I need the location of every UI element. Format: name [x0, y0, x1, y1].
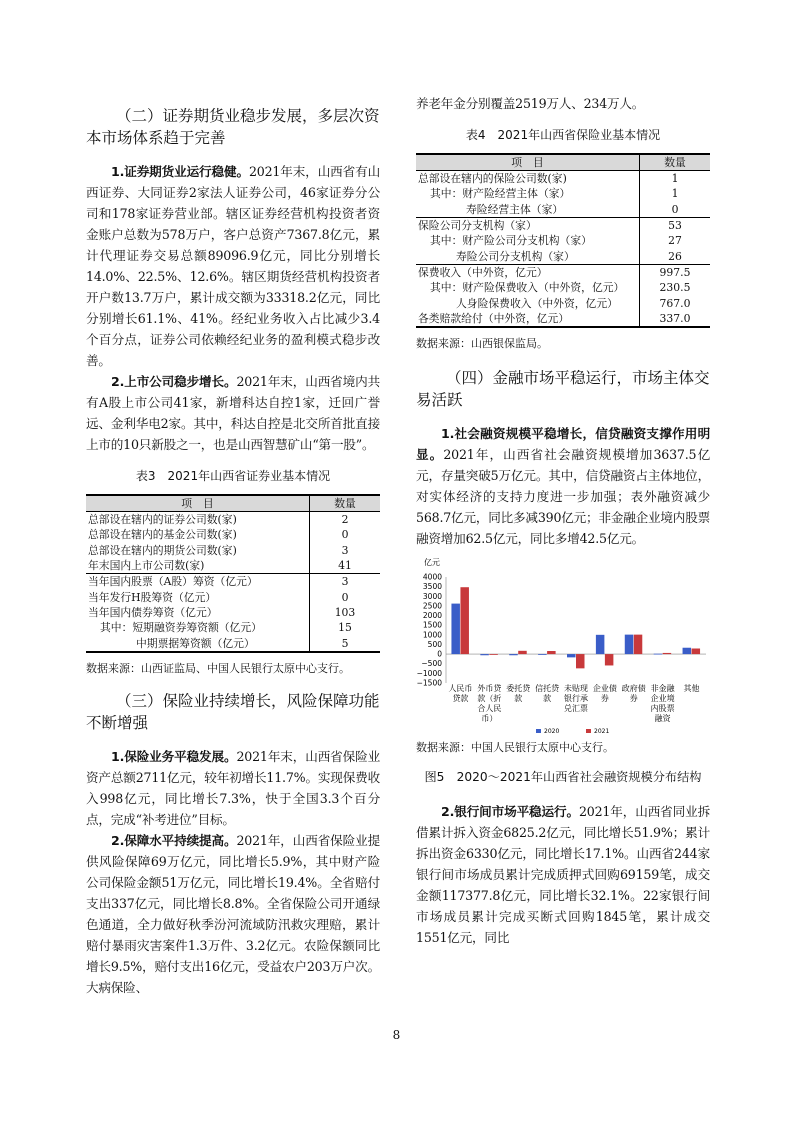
right-column	[416, 93, 710, 948]
paragraph-lead: 1.证券期货业运行稳健。	[111, 164, 249, 179]
bar-2020	[625, 635, 634, 654]
x-category-label: 融资	[654, 713, 671, 723]
row-label: 寿险经营主体（家）	[466, 202, 564, 216]
row-label: 保险公司分支机构（家）	[416, 217, 640, 233]
row-value: 2	[310, 512, 381, 528]
bar-2021	[692, 648, 701, 654]
table-row	[86, 589, 380, 604]
paragraph-continued: 养老年金分别覆盖2519万人、234万人。	[416, 96, 645, 111]
table-row	[416, 264, 710, 280]
y-tick-label: 1000	[422, 630, 442, 640]
bar-2021	[518, 651, 527, 654]
row-label: 其中：财产险公司分支机构（家）	[430, 234, 592, 248]
heading-text: （三）保险业持续增长，风险保障功能不断增强	[86, 691, 380, 732]
paragraph-insurance-protection	[86, 830, 380, 998]
table-row	[416, 202, 710, 218]
x-category-label: 委托贷	[506, 683, 531, 693]
row-label: 中期票据筹资额（亿元）	[86, 635, 310, 651]
row-value: 1	[640, 171, 711, 187]
table-row	[86, 527, 380, 542]
row-value: 3	[310, 543, 381, 558]
table-row	[86, 543, 380, 558]
row-value: 997.5	[640, 264, 711, 280]
row-value: 1	[640, 186, 711, 201]
x-category-label: 非金融	[650, 683, 675, 693]
row-value: 0	[310, 527, 381, 542]
bar-2020	[509, 654, 518, 655]
x-category-label: 兑汇票	[564, 703, 588, 713]
x-category-label: 人民币	[448, 683, 473, 693]
table4-caption: 表4 2021年山西省保险业基本情况	[465, 128, 661, 142]
y-tick-label: 3000	[422, 591, 442, 601]
paragraph-text: 2021年末，山西省有山西证券、大同证券2家法人证券公司，46家证券分公司和178家证券营业部。辖区证券经营机构投资者资金账户总数为578万户，客户总资产7367.8亿元，累计代理证券交易总额89096.9亿元，同比分别增长14.0%、22.5%、12.6%。辖区期货经营机构投资者开户数13.7万户，累计成交额为33318.2亿元，同比分别增长61.1%、41%。经纪业务收入占比减少3.4个百分点，证券公司依赖经纪业务的盈利模式稳步改善。	[86, 164, 380, 368]
paragraph-text: 2021年末，山西省境内共有A股上市公司41家，新增科达自控1家，迁回广誉远、金利华电2家。其中，科达自控是北交所首批直接上市的10只新股之一，也是山西智慧矿山“第一股”。	[86, 374, 380, 452]
y-tick-label: −1000	[416, 668, 442, 678]
table-row	[416, 295, 710, 310]
heading-text: （二）证券期货业稳步发展，多层次资本市场体系趋于完善	[86, 107, 380, 147]
paragraph-social-financing	[416, 423, 710, 549]
row-label: 当年国内债券筹资（亿元）	[88, 605, 218, 619]
row-value: 53	[640, 217, 711, 233]
paragraph-lead: 2.银行间市场平稳运行。	[441, 803, 579, 819]
row-value: 767.0	[640, 295, 711, 310]
table-row	[416, 248, 710, 264]
section-heading-insurance	[86, 690, 380, 734]
left-column	[86, 95, 380, 998]
y-tick-label: −1500	[416, 678, 442, 688]
x-category-label: 券	[600, 693, 609, 703]
table-row	[416, 311, 710, 327]
heading-text: （四）金融市场平稳运行，市场主体交易活跃	[416, 368, 710, 409]
row-label: 总部设在辖内的证券公司数(家)	[88, 513, 237, 527]
x-category-label: 企业债	[592, 683, 617, 693]
bar-2020	[596, 635, 605, 654]
x-category-label: 内股票	[650, 703, 675, 713]
paragraph-listed-companies	[86, 371, 380, 455]
row-value: 3	[310, 574, 381, 590]
row-value: 15	[310, 620, 381, 635]
table4-source: 数据来源：山西银保监局。	[416, 336, 548, 350]
table-row	[86, 635, 380, 651]
table-header-count: 数量	[640, 154, 711, 171]
paragraph-text: 2021年，山西省社会融资规模增加3637.5亿元，存量突破5万亿元。其中，信贷融资占主体地位，对实体经济的支持力度进一步加强；表外融资减少568.7亿元，同比多减390亿元；非金融企业境内股票融资增加62.5亿元，同比多增42.5亿元。	[416, 446, 710, 546]
row-value: 0	[310, 589, 381, 604]
figure-source: 数据来源：中国人民银行太原中心支行。	[416, 740, 614, 754]
x-category-label: 款（折	[477, 693, 502, 703]
paragraph-text: 2021年，山西省同业拆借累计拆入资金6825.2亿元，同比增长51.9%；累计拆出资金6330亿元，同比增长17.1%。山西省244家银行间市场成员累计完成质押式回购69159笔，成交金额117377.8亿元，同比增长32.1%。22家银行间市场成员累计完成买断式回购1845笔，累计成交1551亿元，同比	[416, 803, 710, 945]
table-row	[416, 280, 710, 295]
y-tick-label: 2500	[422, 601, 442, 611]
table4-insurance	[416, 153, 710, 328]
table-header-count: 数量	[310, 495, 381, 512]
row-value: 230.5	[640, 280, 711, 295]
paragraph-lead: 2.保障水平持续提高。	[111, 832, 237, 848]
section-heading-market	[416, 367, 710, 411]
paragraph-lead: 2.上市公司稳步增长。	[111, 374, 237, 389]
table-row	[416, 233, 710, 248]
y-tick-label: 1500	[422, 620, 442, 630]
table-row	[86, 512, 380, 528]
row-value: 27	[640, 233, 711, 248]
table3-caption: 表3 2021年山西省证券业基本情况	[135, 469, 331, 483]
table3-securities	[86, 494, 380, 653]
x-category-label: 政府债	[621, 683, 646, 693]
bar-2020	[683, 648, 692, 654]
bar-2020	[480, 654, 489, 655]
table3-source: 数据来源：山西证监局、中国人民银行太原中心支行。	[86, 661, 350, 675]
x-category-label: 款	[543, 693, 552, 703]
paragraph-text: 2021年末，山西省保险业资产总额2711亿元，较年初增长11.7%。实现保费收入998亿元，同比增长7.3%，快于全国3.3个百分点，完成“补考进位”目标。	[86, 748, 380, 827]
x-category-label: 贷款	[452, 693, 469, 703]
table-row	[86, 620, 380, 635]
y-tick-label: 4000	[422, 572, 442, 582]
row-label: 保费收入（中外资，亿元）	[416, 264, 640, 280]
x-category-label: 外币贷	[477, 683, 502, 693]
paragraph-interbank-market	[416, 801, 710, 948]
table-header-item: 项 目	[416, 154, 640, 171]
row-label: 各类赔款给付（中外资，亿元）	[416, 311, 640, 327]
paragraph-securities-operation	[86, 161, 380, 371]
row-label: 总部设在辖内的期货公司数(家)	[88, 543, 237, 557]
row-value: 5	[310, 635, 381, 651]
row-value: 337.0	[640, 311, 711, 327]
legend-swatch-2020	[536, 729, 541, 733]
paragraph-insurance-business	[86, 746, 380, 830]
legend-label-2020: 2020	[544, 727, 560, 735]
row-label: 总部设在辖内的保险公司数(家)	[418, 172, 567, 186]
row-label: 年末国内上市公司数(家)	[88, 559, 205, 573]
x-category-label: 其他	[683, 683, 700, 693]
table-row	[86, 558, 380, 574]
y-tick-label: 500	[427, 639, 442, 649]
figure5-caption: 图5 2020～2021年山西省社会融资规模分布结构	[424, 769, 702, 784]
x-category-label: 银行承	[564, 693, 588, 703]
row-label: 寿险公司分支机构（家）	[456, 249, 575, 263]
x-category-label: 信托贷	[535, 683, 560, 693]
bar-2020	[567, 654, 576, 657]
page-number: 8	[392, 1028, 401, 1042]
bar-2021	[663, 653, 672, 654]
paragraph-lead: 1.保险业务平稳发展。	[111, 748, 237, 764]
figure5-bar-chart	[416, 555, 710, 735]
bar-2021	[605, 654, 614, 665]
y-tick-label: −500	[421, 659, 442, 669]
y-tick-label: 3500	[422, 582, 442, 592]
row-label: 当年发行H股筹资（亿元）	[88, 590, 217, 604]
x-category-label: 币）	[481, 713, 498, 723]
table-row	[416, 186, 710, 201]
table-row	[86, 605, 380, 620]
paragraph-lead: 1.社会融资规模平稳增长，信贷融资支撑作用明显。	[416, 425, 710, 462]
table-row	[86, 574, 380, 590]
table-row	[416, 217, 710, 233]
row-value: 41	[310, 558, 381, 574]
legend-label-2021: 2021	[594, 727, 610, 735]
table-row	[416, 171, 710, 187]
x-category-label: 券	[629, 693, 638, 703]
y-axis-unit-label: 亿元	[424, 557, 440, 567]
row-label: 当年国内股票（A股）筹资（亿元）	[86, 574, 310, 590]
bar-2021	[634, 635, 643, 654]
x-category-label: 合人民	[477, 703, 502, 713]
y-tick-label: 0	[437, 649, 442, 659]
row-value: 0	[640, 202, 711, 218]
x-category-label: 未贴现	[564, 683, 588, 693]
bar-2021	[460, 587, 469, 654]
row-label: 人身险保费收入（中外资，亿元）	[456, 296, 618, 310]
section-heading-securities	[86, 105, 380, 149]
x-category-label: 款	[514, 693, 523, 703]
row-label: 总部设在辖内的基金公司数(家)	[88, 528, 237, 542]
x-category-label: 企业境	[650, 693, 675, 703]
legend-swatch-2021	[586, 729, 591, 733]
bar-2021	[547, 651, 556, 654]
y-tick-label: 2000	[422, 611, 442, 621]
row-label: 其中：财产险经营主体（家）	[430, 187, 571, 201]
row-label: 其中：财产险保费收入（中外资，亿元）	[430, 281, 625, 295]
bar-2020	[654, 654, 663, 655]
row-label: 其中：短期融资券筹资额（亿元）	[100, 621, 262, 635]
row-value: 103	[310, 605, 381, 620]
bar-2021	[576, 654, 585, 668]
bar-2021	[489, 654, 498, 655]
table-header-item: 项 目	[86, 495, 310, 512]
paragraph-text: 2021年，山西省保险业提供风险保障69万亿元，同比增长5.9%，其中财产险公司保险金额51万亿元，同比增长19.4%。全省赔付支出337亿元，同比增长8.8%。全省保险公司开通绿色通道，全力做好秋季汾河流域防汛救灾理赔，累计赔付暴雨灾害案件1.3万件、3.2亿元。农险保额同比增长9.5%，赔付支出16亿元，受益农户203万户次。大病保险、	[86, 832, 380, 995]
row-value: 26	[640, 248, 711, 264]
bar-2020	[538, 654, 547, 655]
bar-2020	[451, 604, 460, 654]
